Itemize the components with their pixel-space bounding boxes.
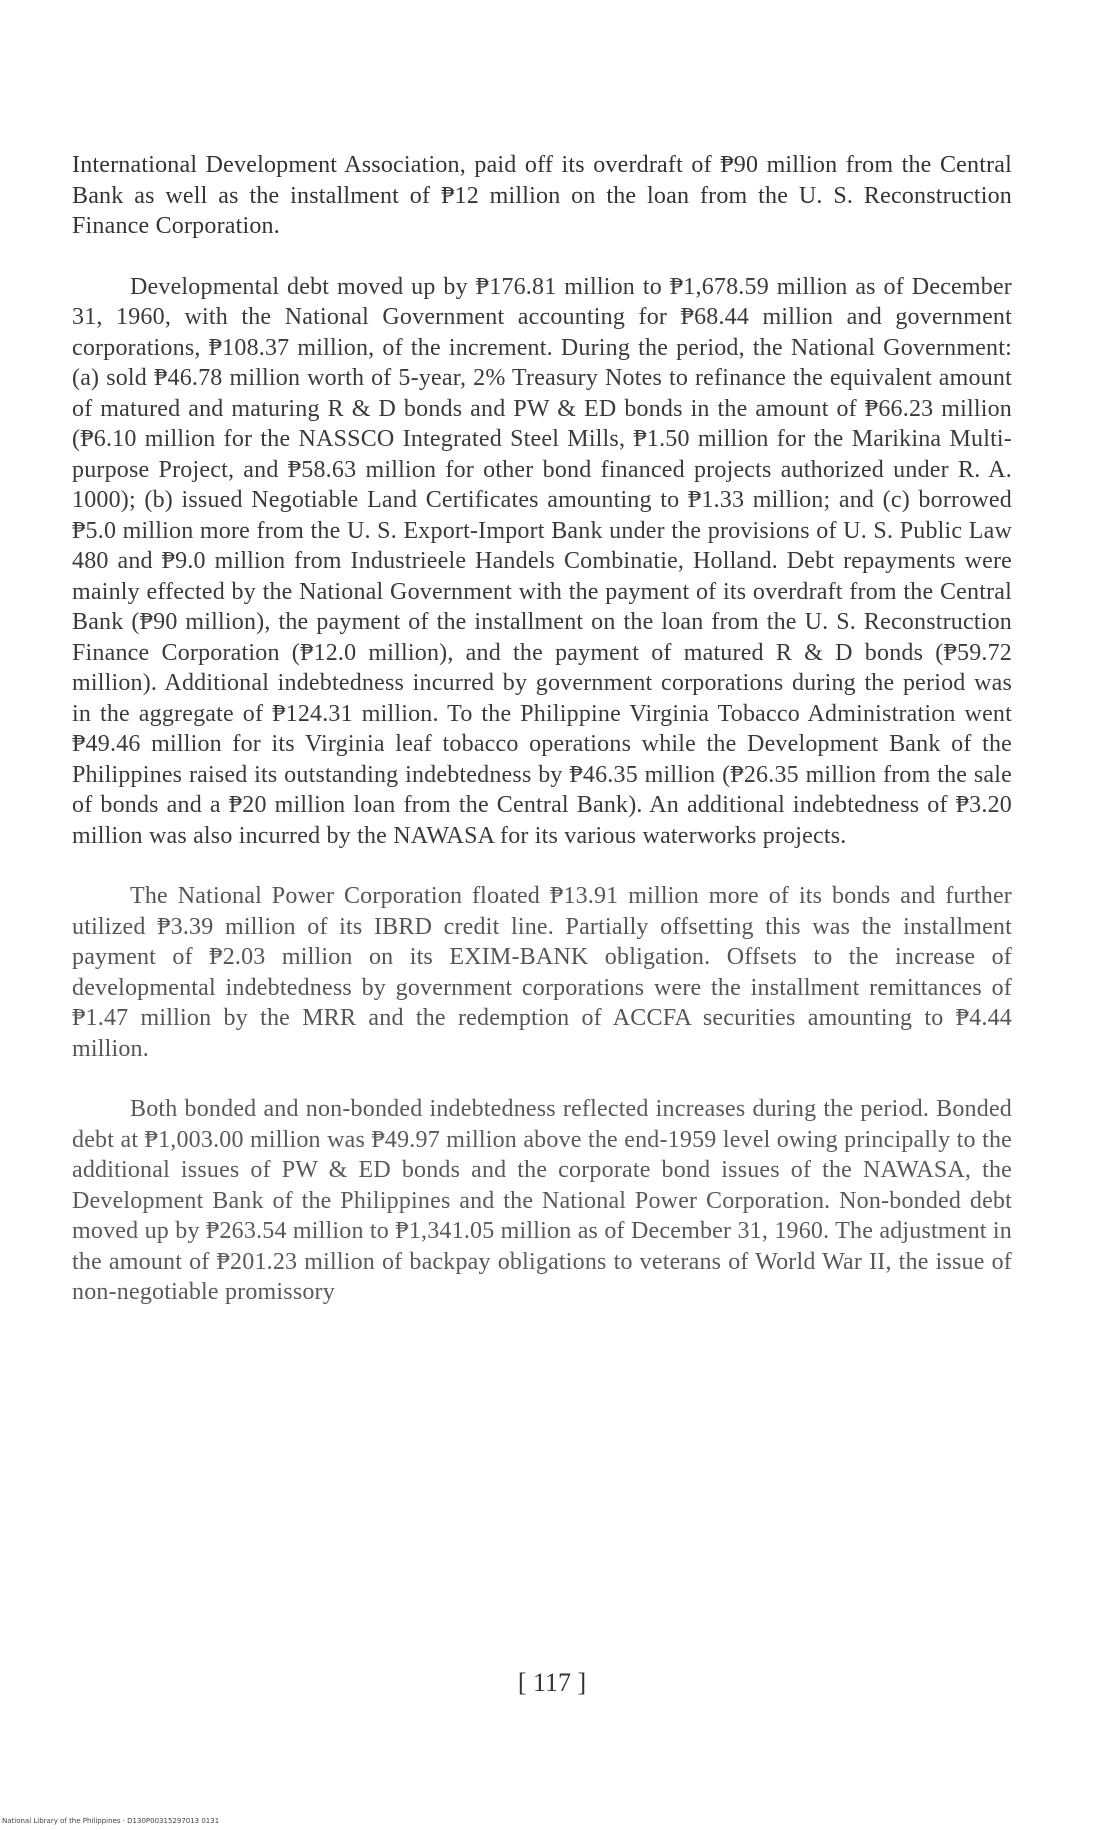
paragraph-developmental-debt: Developmental debt moved up by ₱176.81 million to ₱1,678.59 million as of December 31, 1960, with the National Government accounting for ₱68.44 million and government corporations, ₱108.37 million, of the increment. During the period, the National Government: (a) sold ₱46.78 million worth of 5-year, 2% Treasury Notes to refinance the equivalent amount of matured and maturing R & D bonds and PW & ED bonds in the amount of ₱66.23 million (₱6.10 million for the NASSCO Integrated Steel Mills, ₱1.50 million for the Marikina Multi-purpose Project, and ₱58.63 million for other bond financed projects authorized under R. A. 1000); (b) issued Negotiable Land Certificates amounting to ₱1.33 million; and (c) borrowed ₱5.0 million more from the U. S. Export-Import Bank under the provisions of U. S. Public Law 480 and ₱9.0 million from Industrieele Handels Combinatie, Holland. Debt repayments were mainly effected by the National Government with the payment of its overdraft from the Central Bank (₱90 million), the payment of the installment on the loan from the U. S. Reconstruction Finance Corporation (₱12.0 million), and the payment of matured R & D bonds (₱59.72 million). Additional indebtedness incurred by government corporations during the period was in the aggregate of ₱124.31 million. To the Philippine Virginia Tobacco Administration went ₱49.46 million for its Virginia leaf tobacco operations while the Development Bank of the Philippines raised its outstanding indebtedness by ₱46.35 million (₱26.35 million from the sale of bonds and a ₱20 million loan from the Central Bank). An additional indebtedness of ₱3.20 million was also incurred by the NAWASA for its various waterworks projects. — [72, 273, 1012, 849]
page-number: [ 117 ] — [517, 1668, 587, 1697]
page-body — [72, 150, 1012, 1308]
paragraph-national-power-corporation: The National Power Corporation floated ₱13.91 million more of its bonds and further utilized ₱3.39 million of its IBRD credit line. Partially offsetting this was the installment payment of ₱2.03 million on its EXIM-BANK obligation. Offsets to the increase of developmental indebtedness by government corporations were the installment remittances of ₱1.47 million by the MRR and the redemption of ACCFA securities amounting to ₱4.44 million. — [72, 883, 1012, 1062]
scan-footer-tag: National Library of the Philippines · D130P00315297013 0131 — [2, 1817, 220, 1825]
paragraph-continuation: International Development Association, paid off its overdraft of ₱90 million from the Central Bank as well as the installment of ₱12 million on the loan from the U. S. Reconstruction Finance Corporation. — [72, 152, 1012, 239]
paragraph-bonded-debt: Both bonded and non-bonded indebtedness reflected increases during the period. Bonded debt at ₱1,003.00 million was ₱49.97 million above the end-1959 level owing principally to the additional issues of PW & ED bonds and the corporate bond issues of the NAWASA, the Development Bank of the Philippines and the National Power Corporation. Non-bonded debt moved up by ₱263.54 million to ₱1,341.05 million as of December 31, 1960. The adjustment in the amount of ₱201.23 million of backpay obligations to veterans of World War II, the issue of non-negotiable promissory — [72, 1096, 1012, 1305]
